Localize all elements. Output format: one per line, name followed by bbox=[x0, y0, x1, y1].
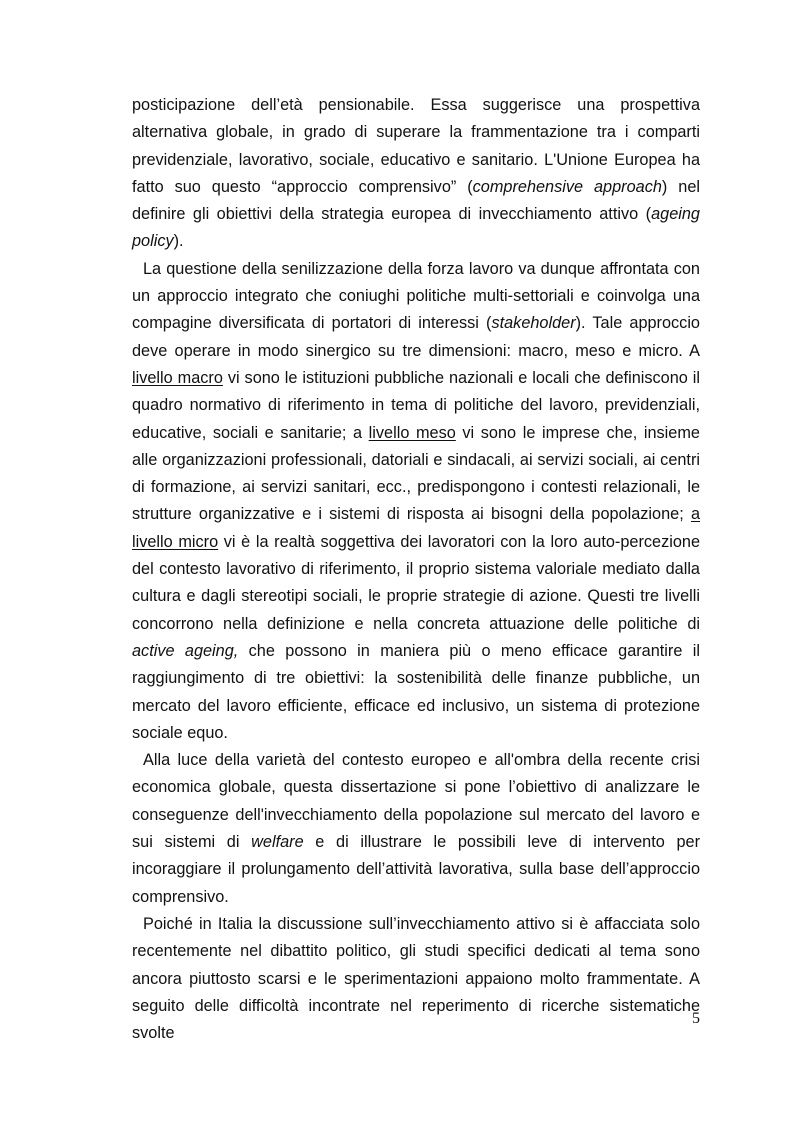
italic-term: ageing policy bbox=[132, 205, 700, 251]
italic-term: welfare bbox=[251, 833, 304, 852]
body-text bbox=[132, 92, 700, 1047]
paragraph-2 bbox=[132, 256, 700, 747]
italic-term: stakeholder bbox=[491, 314, 576, 333]
text-run: vi sono le istituzioni pubbliche nazionali e locali che definiscono il quadro normativo di riferimento in tema di politiche del lavoro, previdenziali, educative, sociali e sanitarie; a bbox=[132, 368, 700, 442]
paragraph-3 bbox=[132, 747, 700, 911]
text-run: La questione della senilizzazione della forza lavoro va dunque affrontata con un approccio integrato che coniughi politiche multi-settoriali e coinvolga una compagine diversificata di portatori di interessi ( bbox=[132, 259, 700, 333]
italic-term: active ageing, bbox=[132, 641, 239, 660]
text-run: Alla luce della varietà del contesto europeo e all'ombra della recente crisi economica globale, questa dissertazione si pone l’obiettivo di analizzare le conseguenze dell'invecchiamento della popolazione sul mercato del lavoro e sui sistemi di bbox=[132, 751, 700, 852]
underlined-term: a livello micro bbox=[132, 505, 700, 551]
text-run: e di illustrare le possibili leve di intervento per incoraggiare il prolungamento dell’attività lavorativa, sulla base dell’approccio comprensivo. bbox=[132, 833, 701, 906]
text-run: ) nel definire gli obiettivi della strategia europea di invecchiamento attivo ( bbox=[132, 177, 700, 224]
text-run: posticipazione dell’età pensionabile. Essa suggerisce una prospettiva alternativa globale, in grado di superare la frammentazione tra i comparti previdenziale, lavorativo, sociale, educativo e sanitario. L'Unione Europea ha fatto suo questo “approccio comprensivo” ( bbox=[132, 96, 700, 196]
italic-term: comprehensive approach bbox=[472, 177, 662, 196]
underlined-term: livello macro bbox=[132, 368, 223, 387]
text-run: vi sono le imprese che, insieme alle organizzazioni professionali, datoriali e sindacali, ai servizi sociali, ai centri di formazione, ai servizi sanitari, ecc., predispongono i contesti relazionali, le strutture organizzative e i sistemi di risposta ai bisogni della popolazione; bbox=[132, 423, 700, 524]
text-run: ). bbox=[173, 232, 184, 251]
text-run: ). Tale approccio deve operare in modo sinergico su tre dimensioni: macro, meso e micro. A bbox=[132, 314, 700, 360]
underlined-term: livello meso bbox=[368, 423, 456, 442]
text-run: che possono in maniera più o meno efficace garantire il raggiungimento di tre obiettivi: la sostenibilità delle finanze pubbliche, un mercato del lavoro efficiente, efficace ed inclusivo, un sistema di protezione sociale equo. bbox=[132, 641, 700, 742]
page-number: 5 bbox=[692, 1010, 700, 1027]
text-run: Poiché in Italia la discussione sull’invecchiamento attivo si è affacciata solo recentemente nel dibattito politico, gli studi specifici dedicati al tema sono ancora piuttosto scarsi e le sperimentazioni appaiono molto frammentate. A seguito delle difficoltà incontrate nel reperimento di ricerche sistematiche svolte bbox=[132, 914, 700, 1043]
text-run: vi è la realtà soggettiva dei lavoratori con la loro auto-percezione del contesto lavorativo di riferimento, il proprio sistema valoriale mediato dalla cultura e dagli stereotipi sociali, le proprie strategie di azione. Questi tre livelli concorrono nella definizione e nella concreta attuazione delle politiche di bbox=[132, 532, 700, 633]
paragraph-1 bbox=[132, 92, 700, 256]
